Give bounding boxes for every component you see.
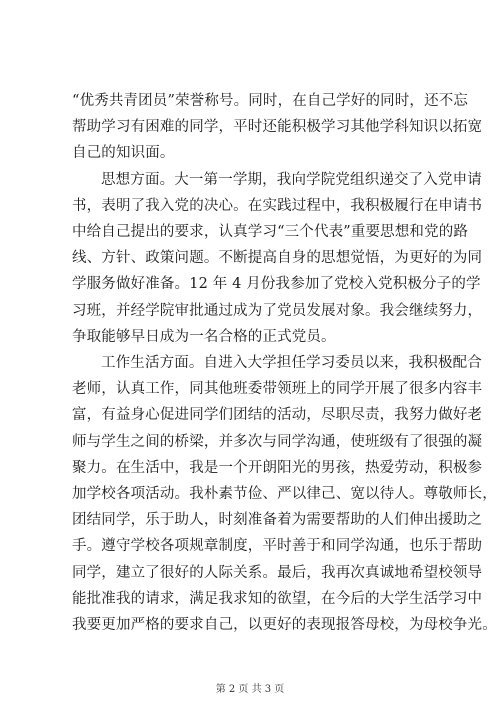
- text-line: 手。遵守学校各项规章制度，平时善于和同学沟通，也乐于帮助: [72, 538, 483, 555]
- text-line: 师与学生之间的桥梁，并多次与同学沟通，使班级有了很强的凝: [72, 433, 483, 450]
- page-footer: 第 2 页 共 3 页: [215, 684, 285, 695]
- text-line: 聚力。在生活中，我是一个开朗阳光的男孩，热爱劳动，积极参: [72, 459, 483, 476]
- text-line: 帮助学习有困难的同学，平时还能积极学习其他学科知识以拓宽: [72, 119, 483, 136]
- text-line: 同学，建立了很好的人际关系。最后，我再次真诚地希望校领导: [72, 564, 483, 581]
- paragraph: [72, 167, 483, 350]
- text-line: 自己的知识面。: [72, 145, 175, 162]
- text-line: 老师，认真工作，同其他班委带领班上的同学开展了很多内容丰: [72, 381, 483, 398]
- paragraph: [72, 350, 497, 638]
- text-line: 书，表明了我入党的决心。在实践过程中，我积极履行在申请书: [72, 197, 483, 214]
- text-line: 团结同学，乐于助人，时刻准备着为需要帮助的人们伸出援助之: [72, 512, 483, 529]
- text-line: 工作生活方面。自进入大学担任学习委员以来，我积极配合: [101, 355, 482, 372]
- text-line: 我要更加严格的要求自己，以更好的表现报答母校，为母校争光。: [72, 617, 497, 634]
- text-line: 富，有益身心促进同学们团结的活动，尽职尽责，我努力做好老: [72, 407, 483, 424]
- text-line: 能批准我的请求，满足我求知的欲望，在今后的大学生活学习中: [72, 590, 483, 607]
- paragraph: [72, 88, 483, 167]
- document-body: [72, 88, 497, 638]
- text-line: 加学校各项活动。我朴素节俭、严以律己、宽以待人。尊敬师长，: [72, 486, 497, 503]
- text-line: 线、方针、政策问题。不断提高自身的思想觉悟，为更好的为同: [72, 250, 483, 267]
- text-line: 习班，并经学院审批通过成为了党员发展对象。我会继续努力，: [72, 302, 483, 319]
- text-line: 中给自己提出的要求，认真学习“三个代表”重要思想和党的路: [72, 224, 469, 241]
- text-line: “优秀共青团员”荣誉称号。同时，在自己学好的同时，还不忘: [72, 93, 469, 109]
- text-line: 思想方面。大一第一学期，我向学院党组织递交了入党申请: [101, 171, 482, 188]
- text-line: 学服务做好准备。12 年 4 月份我参加了党校入党积极分子的学: [72, 276, 481, 293]
- text-line: 争取能够早日成为一名合格的正式党员。: [72, 328, 336, 345]
